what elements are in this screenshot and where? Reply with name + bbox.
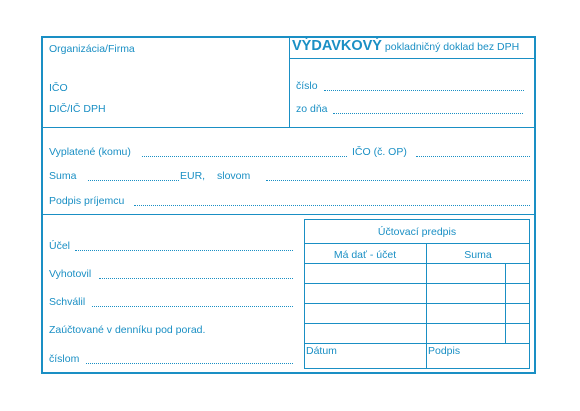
approved-by-label: Schválil bbox=[49, 296, 86, 308]
accounting-row-line-3 bbox=[304, 303, 530, 304]
sum-field[interactable] bbox=[88, 180, 179, 181]
accounting-row-line-1 bbox=[304, 263, 530, 264]
accounting-date-label: Dátum bbox=[306, 345, 337, 357]
accounting-row-line-4 bbox=[304, 323, 530, 324]
accounting-row-line-5 bbox=[304, 343, 530, 344]
header-divider bbox=[289, 37, 290, 127]
ico-label: IČO bbox=[49, 82, 68, 94]
dic-label: DIČ/IČ DPH bbox=[49, 103, 106, 115]
title-underline bbox=[290, 58, 535, 59]
accounting-table bbox=[304, 219, 530, 369]
sum-label: Suma bbox=[49, 170, 77, 182]
document-date-label: zo dňa bbox=[296, 103, 328, 115]
words-field[interactable] bbox=[266, 180, 530, 181]
paid-to-label: Vyplatené (komu) bbox=[49, 146, 131, 158]
recipient-signature-label: Podpis príjemcu bbox=[49, 195, 125, 207]
sum-header: Suma bbox=[464, 249, 492, 261]
debit-account-header: Má dať - účet bbox=[333, 249, 397, 261]
journal-number-label: číslom bbox=[49, 353, 80, 365]
recipient-signature-field[interactable] bbox=[134, 205, 530, 206]
ico-op-label: IČO (č. OP) bbox=[352, 146, 407, 158]
payment-bottom-line bbox=[42, 214, 535, 215]
journal-label: Zaúčtované v denníku pod porad. bbox=[49, 324, 206, 336]
approved-by-field[interactable] bbox=[92, 306, 293, 307]
accounting-col-divider bbox=[426, 243, 427, 369]
ico-op-field[interactable] bbox=[416, 156, 530, 157]
accounting-title: Účtovací predpis bbox=[377, 226, 457, 238]
issued-by-field[interactable] bbox=[99, 278, 293, 279]
document-title-rest: pokladničný doklad bez DPH bbox=[384, 41, 520, 53]
accounting-row-line-2 bbox=[304, 283, 530, 284]
journal-number-field[interactable] bbox=[86, 363, 293, 364]
issued-by-label: Vyhotovil bbox=[49, 268, 92, 280]
words-label: slovom bbox=[217, 170, 251, 182]
document-title bbox=[292, 40, 519, 53]
purpose-label: Účel bbox=[49, 240, 71, 252]
document-title-strong: VÝDAVKOVÝ bbox=[292, 38, 382, 54]
document-number-field[interactable] bbox=[324, 90, 524, 91]
document-number-label: číslo bbox=[296, 80, 318, 92]
purpose-field[interactable] bbox=[75, 250, 293, 251]
header-bottom-line bbox=[42, 127, 535, 128]
document-date-field[interactable] bbox=[333, 113, 523, 114]
currency-label: EUR, bbox=[180, 170, 206, 182]
paid-to-field[interactable] bbox=[142, 156, 347, 157]
accounting-title-line bbox=[304, 243, 530, 244]
organization-label: Organizácia/Firma bbox=[49, 43, 135, 55]
accounting-signature-label: Podpis bbox=[428, 345, 461, 357]
